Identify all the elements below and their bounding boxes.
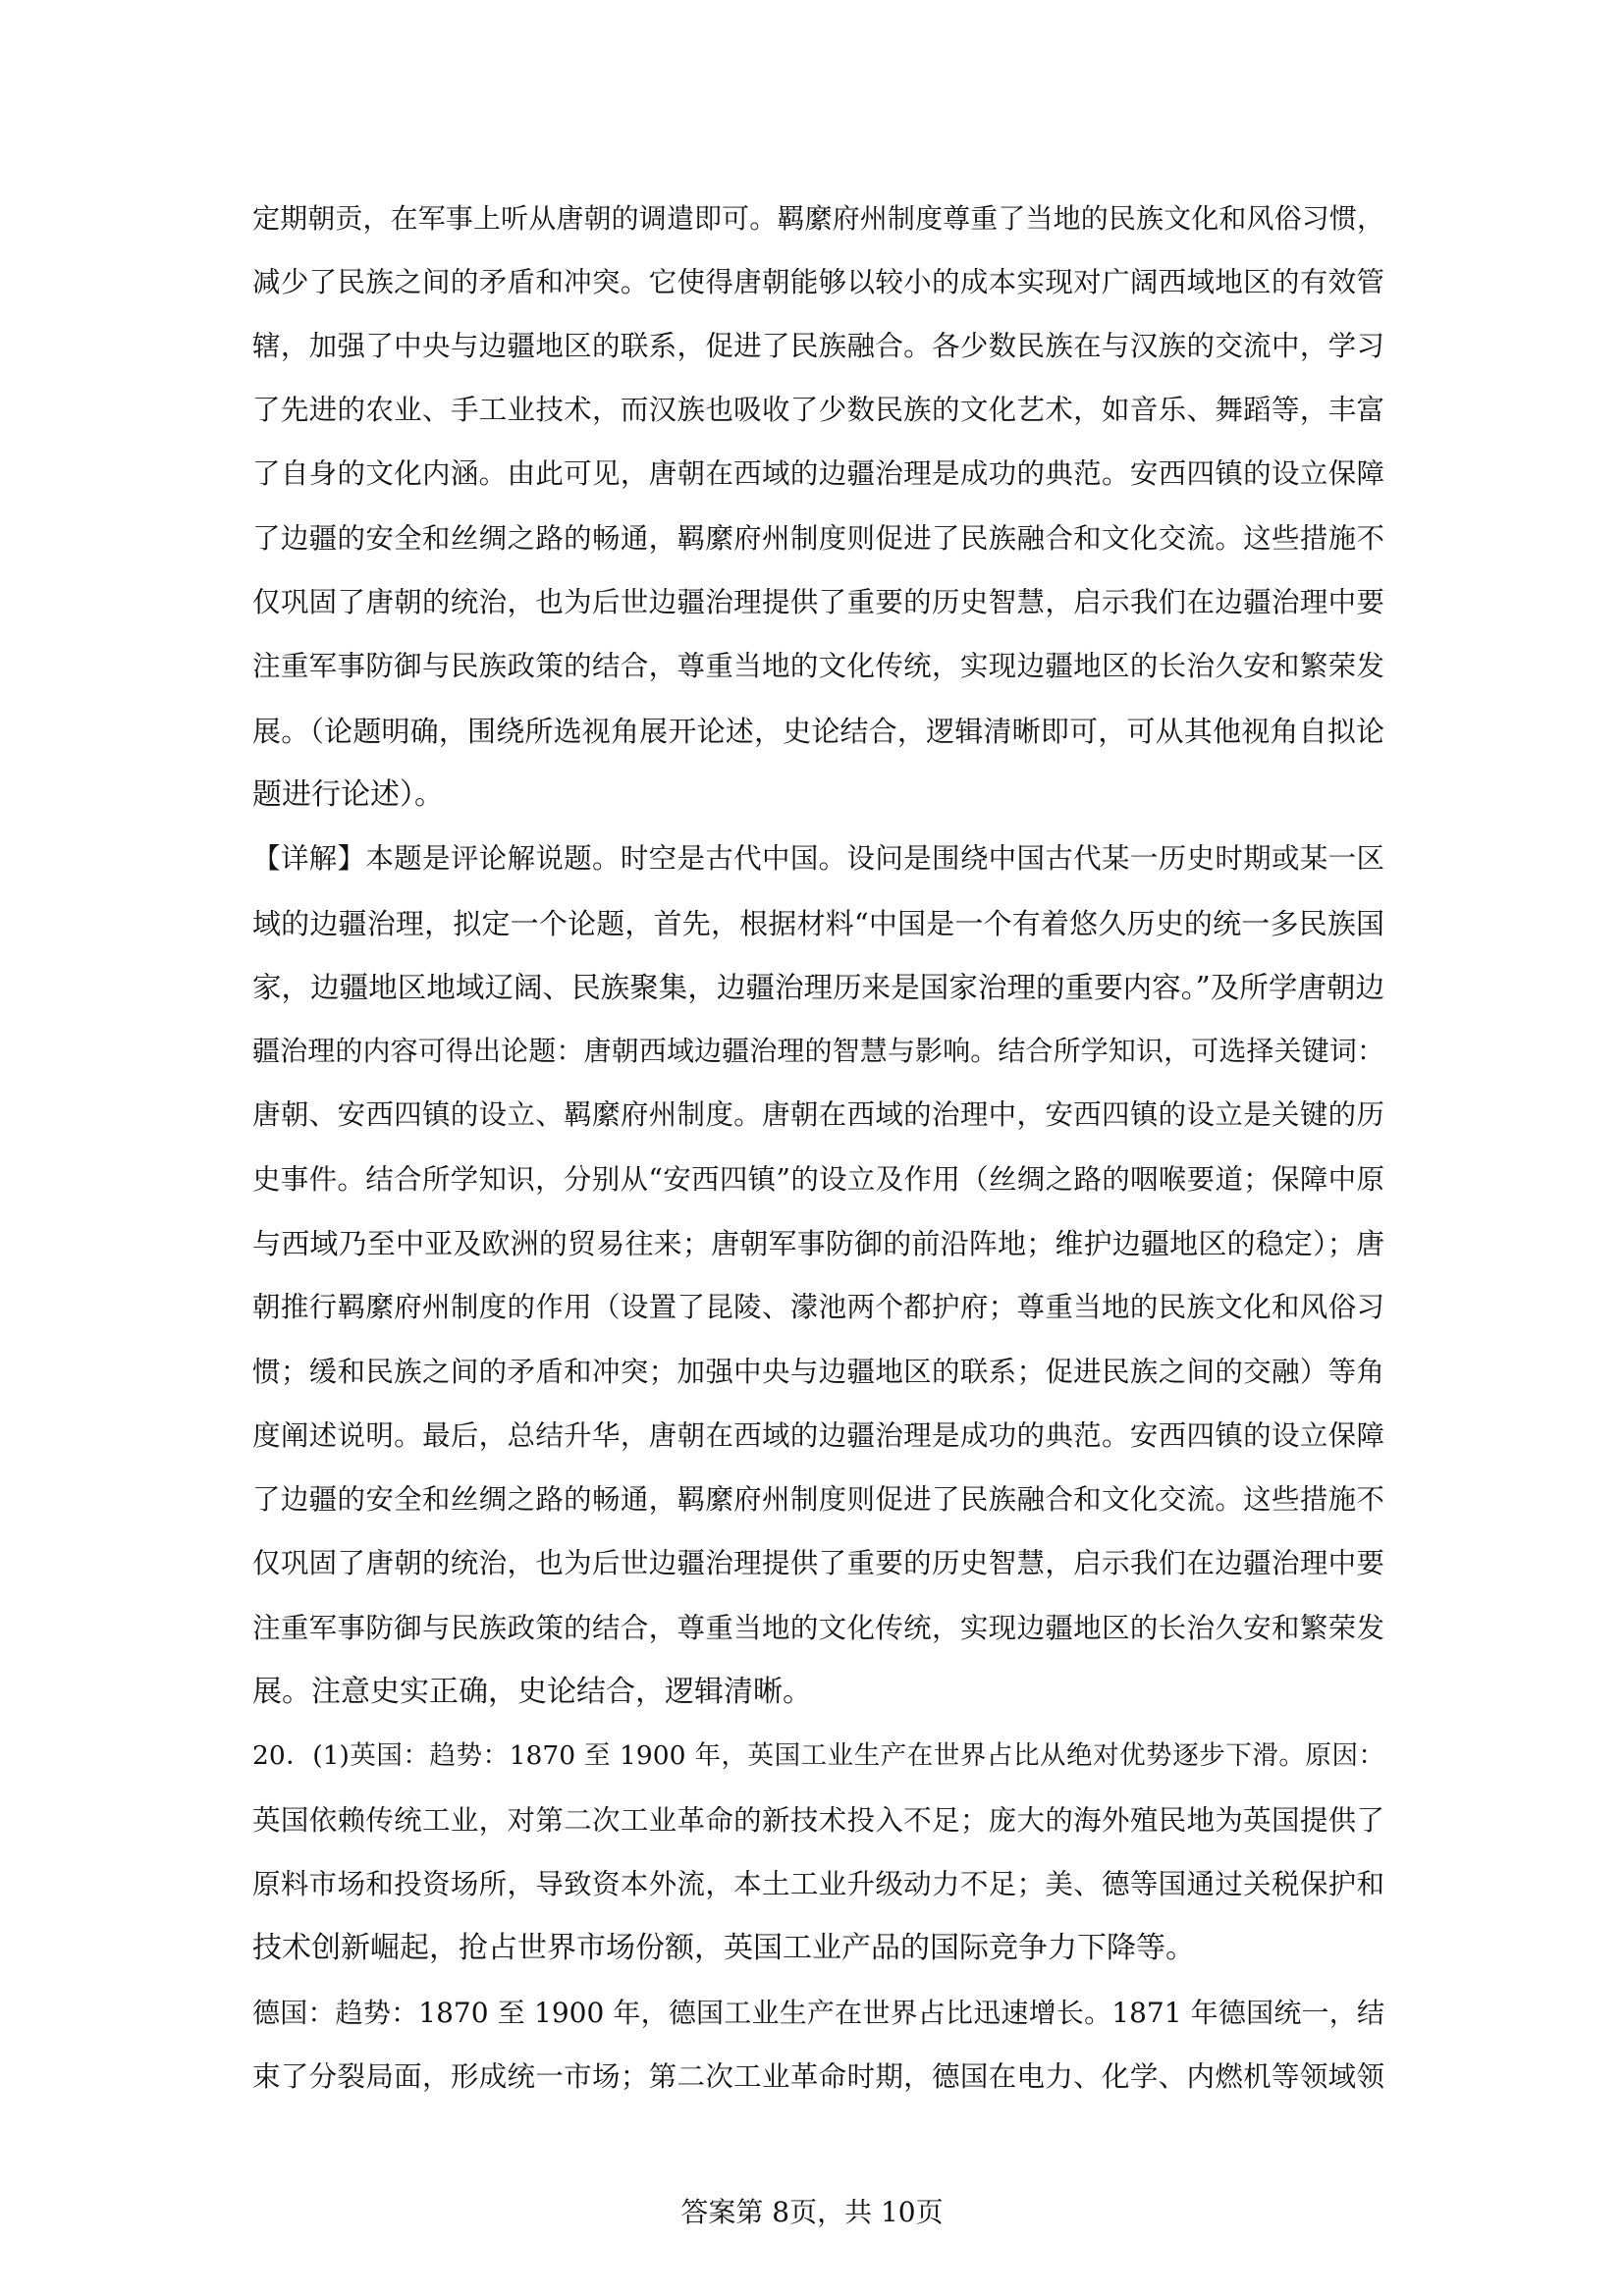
text-line: 与西域乃至中亚及欧洲的贸易往来；唐朝军事防御的前沿阵地；维护边疆地区的稳定）；唐 [252,1227,1384,1260]
text-line: 了先进的农业、手工业技术，而汉族也吸收了少数民族的文化艺术，如音乐、舞蹈等，丰富 [252,394,1384,426]
text-line: 原料市场和投资场所，导致资本外流，本土工业升级动力不足；美、德等国通过关税保护和 [252,1868,1384,1900]
page-footer: 答案第 8页，共 10页 [680,2196,944,2228]
text-line: 史事件。结合所学知识，分别从“安西四镇”的设立及作用（丝绸之路的咽喉要道；保障中原 [252,1163,1384,1196]
text-line: 注重军事防御与民族政策的结合，尊重当地的文化传统，实现边疆地区的长治久安和繁荣发 [252,650,1384,682]
text-line: 减少了民族之间的矛盾和冲突。它使得唐朝能够以较小的成本实现对广阔西域地区的有效管 [252,266,1384,298]
text-line: 束了分裂局面，形成统一市场；第二次工业革命时期，德国在电力、化学、内燃机等领域领 [252,2060,1384,2093]
text-line: 域的边疆治理，拟定一个论题，首先，根据材料“中国是一个有着悠久历史的统一多民族国 [252,907,1384,940]
text-line: 疆治理的内容可得出论题：唐朝西域边疆治理的智慧与影响。结合所学知识，可选择关键词： [252,1035,1384,1067]
text-line: 注重军事防御与民族政策的结合，尊重当地的文化传统，实现边疆地区的长治久安和繁荣发 [252,1612,1384,1644]
text-line: 展。注意史实正确，史论结合，逻辑清晰。 [252,1675,812,1709]
text-line: 了边疆的安全和丝绸之路的畅通，羁縻府州制度则促进了民族融合和文化交流。这些措施不 [252,522,1384,555]
text-line: 展。（论题明确，围绕所选视角展开论述，史论结合，逻辑清晰即可，可从其他视角自拟论 [252,715,1384,748]
text-line: 了边疆的安全和丝绸之路的畅通，羁縻府州制度则促进了民族融合和文化交流。这些措施不 [252,1483,1384,1516]
text-line: 技术创新崛起，抢占世界市场份额，英国工业产品的国际竞争力下降等。 [252,1931,1195,1965]
text-line: 20．(1)英国：趋势：1870 至 1900 年，英国工业生产在世界占比从绝对优势逐步下滑。原因： [252,1740,1384,1771]
text-line: 度阐述说明。最后，总结升华，唐朝在西域的边疆治理是成功的典范。安西四镇的设立保障 [252,1419,1384,1452]
text-line: 仅巩固了唐朝的统治，也为后世边疆治理提供了重要的历史智慧，启示我们在边疆治理中要 [252,586,1384,618]
text-line: 家，边疆地区地域辽阔、民族聚集，边疆治理历来是国家治理的重要内容。”及所学唐朝边 [252,971,1384,1004]
text-line: 辖，加强了中央与边疆地区的联系，促进了民族融合。各少数民族在与汉族的交流中，学习 [252,330,1384,362]
text-line: 了自身的文化内涵。由此可见，唐朝在西域的边疆治理是成功的典范。安西四镇的设立保障 [252,457,1384,490]
text-line: 定期朝贡，在军事上听从唐朝的调遣即可。羁縻府州制度尊重了当地的民族文化和风俗习惯， [252,202,1384,235]
text-line: 德国：趋势：1870 至 1900 年，德国工业生产在世界占比迅速增长。1871 年德国统一，结 [252,1997,1384,2029]
text-line: 惯；缓和民族之间的矛盾和冲突；加强中央与边疆地区的联系；促进民族之间的交融）等角 [252,1356,1384,1388]
text-line: 题进行论述）。 [252,777,444,812]
text-line: 唐朝、安西四镇的设立、羁縻府州制度。唐朝在西域的治理中，安西四镇的设立是关键的历 [252,1098,1384,1131]
text-line: 【详解】本题是评论解说题。时空是古代中国。设问是围绕中国古代某一历史时期或某一区 [252,842,1384,875]
text-line: 仅巩固了唐朝的统治，也为后世边疆治理提供了重要的历史智慧，启示我们在边疆治理中要 [252,1547,1384,1579]
text-line: 英国依赖传统工业，对第二次工业革命的新技术投入不足；庞大的海外殖民地为英国提供了 [252,1804,1384,1837]
text-line: 朝推行羁縻府州制度的作用（设置了昆陵、濛池两个都护府；尊重当地的民族文化和风俗习 [252,1291,1384,1323]
